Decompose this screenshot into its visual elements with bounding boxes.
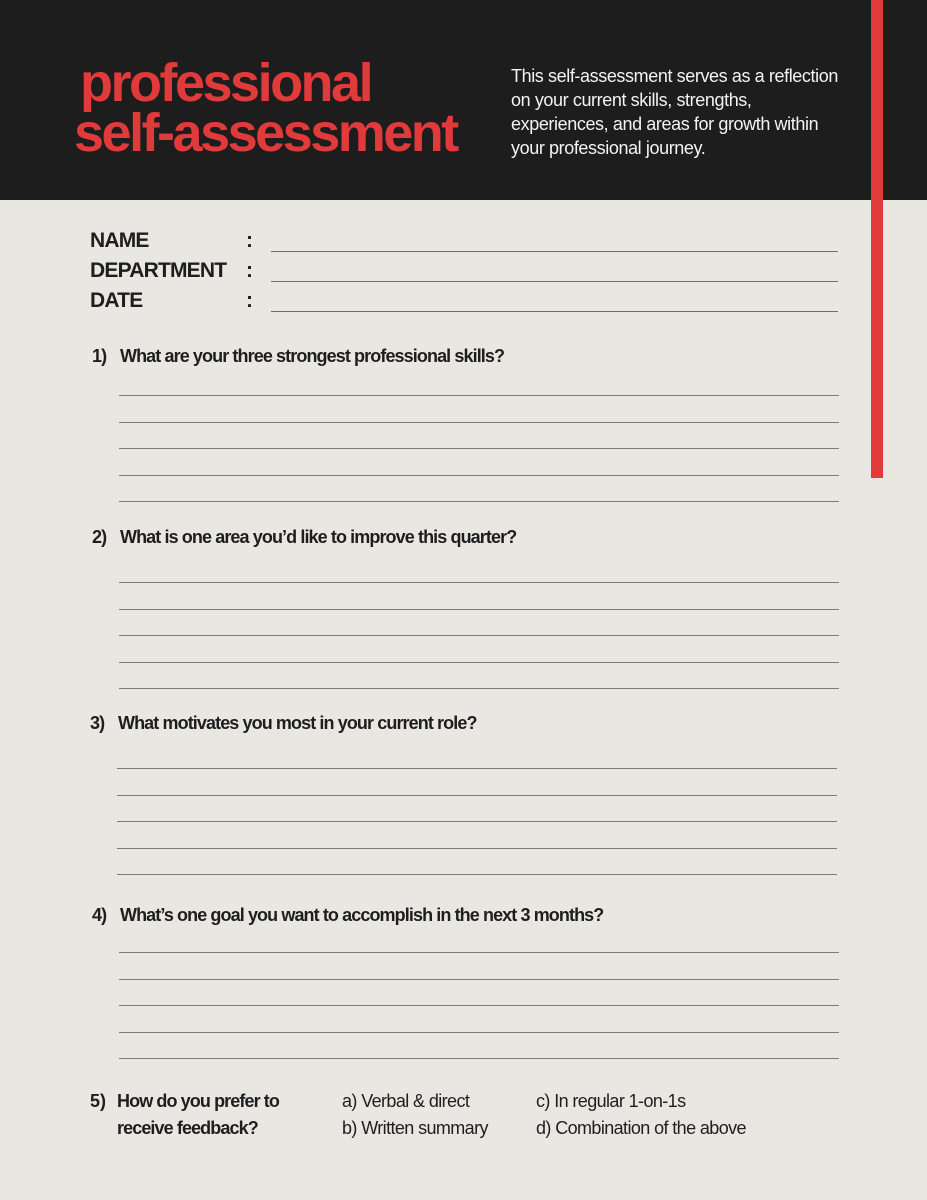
question-4-number: 4): [92, 905, 107, 925]
answer-line[interactable]: [119, 501, 839, 502]
answer-line[interactable]: [119, 448, 839, 449]
title-line-2: self-assessment: [74, 103, 457, 163]
option-c[interactable]: c) In regular 1-on-1s: [536, 1091, 686, 1111]
date-label: DATE: [90, 289, 143, 312]
answer-line[interactable]: [119, 395, 839, 396]
name-input-line[interactable]: [271, 251, 838, 252]
answer-line[interactable]: [119, 1005, 839, 1006]
option-a[interactable]: a) Verbal & direct: [342, 1091, 470, 1111]
option-d[interactable]: d) Combination of the above: [536, 1118, 746, 1138]
question-1-number: 1): [92, 346, 107, 366]
answer-line[interactable]: [119, 475, 839, 476]
answer-line[interactable]: [117, 795, 837, 796]
name-colon: :: [246, 229, 253, 252]
intro-text: This self-assessment serves as a reflection on your current skills, strengths, experiences, and areas for growth within your professional journey.: [511, 66, 838, 158]
date-input-line[interactable]: [271, 311, 838, 312]
answer-line[interactable]: [117, 874, 837, 875]
answer-line[interactable]: [119, 688, 839, 689]
question-4-text: What’s one goal you want to accomplish in the next 3 months?: [120, 905, 604, 925]
answer-line[interactable]: [119, 952, 839, 953]
answer-line[interactable]: [119, 1032, 839, 1033]
answer-line[interactable]: [117, 821, 837, 822]
answer-line[interactable]: [119, 979, 839, 980]
option-b[interactable]: b) Written summary: [342, 1118, 488, 1138]
question-1-text: What are your three strongest professional skills?: [120, 346, 505, 366]
question-5: [90, 1088, 840, 1148]
question-5-text: How do you prefer to receive feedback?: [117, 1091, 280, 1138]
answer-line[interactable]: [119, 1058, 839, 1059]
answer-line[interactable]: [119, 662, 839, 663]
question-2-number: 2): [92, 527, 107, 547]
answer-line[interactable]: [119, 422, 839, 423]
answer-line[interactable]: [117, 848, 837, 849]
title-line-1: professional: [80, 53, 372, 113]
date-field: [90, 288, 840, 318]
department-colon: :: [246, 259, 253, 282]
page-title: [74, 53, 457, 163]
answer-line[interactable]: [119, 609, 839, 610]
department-field: [90, 258, 840, 288]
department-input-line[interactable]: [271, 281, 838, 282]
question-2-text: What is one area you’d like to improve this quarter?: [120, 527, 517, 547]
question-5-number: 5): [90, 1091, 107, 1111]
department-label: DEPARTMENT: [90, 259, 227, 282]
answer-line[interactable]: [117, 768, 837, 769]
question-3-text: What motivates you most in your current role?: [118, 713, 477, 733]
date-colon: :: [246, 289, 253, 312]
accent-bar: [871, 0, 883, 478]
answer-line[interactable]: [119, 582, 839, 583]
answer-line[interactable]: [119, 635, 839, 636]
name-field: [90, 228, 840, 258]
question-3-number: 3): [90, 713, 105, 733]
name-label: NAME: [90, 229, 149, 252]
